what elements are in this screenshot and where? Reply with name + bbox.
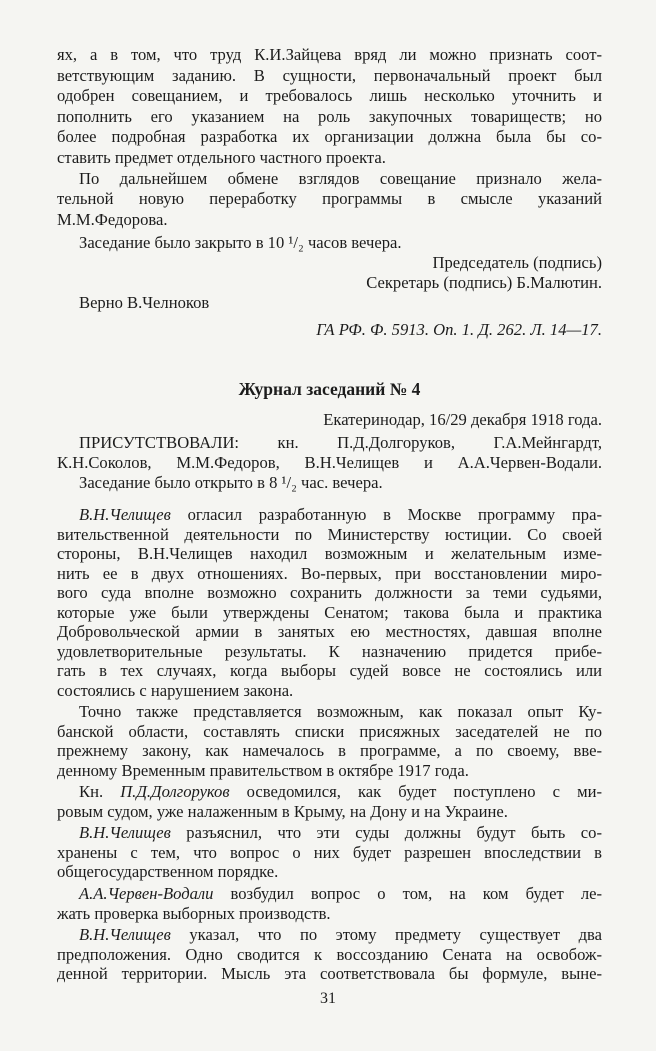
- chairman-signature: Председатель (подпись): [432, 253, 602, 272]
- paragraph: [57, 925, 602, 984]
- text-line: ях, а в том, что труд К.И.Зайцева вряд ли можно признать соот-: [57, 45, 602, 64]
- text-line: общегосударственном порядке.: [57, 862, 279, 881]
- place-date: Екатеринодар, 16/29 декабря 1918 года.: [323, 410, 602, 429]
- paragraph-continuation: [57, 45, 602, 230]
- text-line: предположения. Одно сводится к воссозданию Сената на освобож-: [57, 944, 602, 964]
- speaker-name: В.Н.Челищев: [79, 823, 171, 842]
- secretary-signature: Секретарь (подпись) Б.Малютин.: [366, 273, 602, 292]
- speaker-name: В.Н.Челищев: [79, 925, 171, 944]
- text-span: разъяснил, что эти суды должны будут быть со-: [170, 823, 602, 842]
- meeting-closed-note: Заседание было закрыто в 10 ¹/₂ часов вечера.: [79, 233, 402, 252]
- speaker-name: П.Д.Долгоруков: [120, 782, 230, 801]
- text-line: [57, 505, 602, 525]
- text-line: одобрен совещанием, и требовалось лишь несколько уточнить и: [57, 86, 602, 106]
- paragraph: [57, 702, 602, 780]
- section-heading: Журнал заседаний № 4: [238, 379, 421, 399]
- text-line: более подробная разработка их организации должна была бы со-: [57, 127, 602, 147]
- attendees: [57, 433, 602, 493]
- text-line: По дальнейшем обмене взглядов совещание признало жела-: [79, 168, 602, 188]
- text-line: стороны, В.Н.Челищев находил возможным и желательным изме-: [57, 544, 602, 563]
- text-line: Точно также представляется возможным, как показал опыт Ку-: [79, 702, 602, 721]
- paragraph: [57, 782, 602, 821]
- text-line: Добровольческой армии в занятых ею местностях, давшая вполне: [57, 622, 602, 641]
- page-number: 31: [320, 990, 336, 1007]
- text-line: прежнему закону, как намечалось в программе, а по своему, вве-: [57, 741, 602, 760]
- text-span: возбудил вопрос о том, на ком будет ле-: [213, 884, 602, 903]
- certified-by: Верно В.Челноков: [79, 293, 210, 312]
- text-line: [57, 884, 602, 904]
- text-line: банской области, составлять списки присяжных заседателей не по: [57, 721, 602, 741]
- text-line: удовлетворительные результаты. К назначению придется прибе-: [57, 641, 602, 661]
- text-line: ровым судом, уже налаженным в Крыму, на Дону и на Украине.: [57, 801, 508, 821]
- text-line: ПРИСУТСТВОВАЛИ: кн. П.Д.Долгоруков, Г.А.Мейнгардт,: [79, 433, 602, 452]
- text-line: гать в тех случаях, когда выборы судей вовсе не состоялись или: [57, 661, 602, 680]
- text-line: К.Н.Соколов, М.М.Федоров, В.Н.Челищев и А.А.Червен-Водали.: [57, 453, 602, 472]
- text-line: жать проверка выборных производств.: [57, 903, 331, 923]
- text-span: огласил разработанную в Москве программу пра-: [170, 505, 602, 524]
- paragraph: [57, 823, 602, 882]
- text-line: ставить предмет отдельного частного проекта.: [57, 147, 386, 167]
- paragraph: [57, 505, 602, 700]
- text-line: [57, 823, 602, 843]
- text-line: денному Временным правительством в октябре 1917 года.: [57, 760, 469, 780]
- text-span: указал, что по этому предмету существует два: [170, 925, 602, 944]
- meeting-opened-note: Заседание было открыто в 8 ¹/₂ час. вечера.: [79, 473, 383, 492]
- text-line: тельной новую переработку программы в смысле указаний: [57, 189, 602, 209]
- text-line: [57, 925, 602, 945]
- paragraph: [57, 884, 602, 923]
- text-line: хранены с тем, что вопрос о них будет разрешен впоследствии в: [57, 842, 602, 862]
- text-line: денной территории. Мысль эта соответствовала бы формуле, выне-: [57, 964, 602, 983]
- text-line: М.М.Федорова.: [57, 209, 168, 229]
- text-line: вого суда вполне возможно сохранить должности за теми судьями,: [57, 583, 602, 602]
- text-span: Кн.: [79, 782, 121, 801]
- speaker-name: А.А.Червен-Водали: [79, 884, 214, 903]
- text-line: нить ее в двух отношениях. Во-первых, при восстановлении миро-: [57, 563, 602, 583]
- text-line: состоялись с нарушением закона.: [57, 680, 294, 700]
- archive-source: ГА РФ. Ф. 5913. Оп. 1. Д. 262. Л. 14—17.: [316, 320, 602, 339]
- speaker-name: В.Н.Челищев: [79, 505, 171, 524]
- text-span: осведомился, как будет поступлено с ми-: [229, 782, 602, 801]
- text-line: ветствующим заданию. В сущности, первоначальный проект был: [57, 65, 602, 85]
- text-line: которые уже были утверждены Сенатом; такова была и практика: [57, 602, 602, 622]
- text-line: вительственной деятельности по Министерству юстиции. Со своей: [57, 524, 602, 544]
- text-line: пополнить его указанием на роль закупочных товариществ; но: [57, 106, 602, 126]
- text-line: [57, 782, 602, 802]
